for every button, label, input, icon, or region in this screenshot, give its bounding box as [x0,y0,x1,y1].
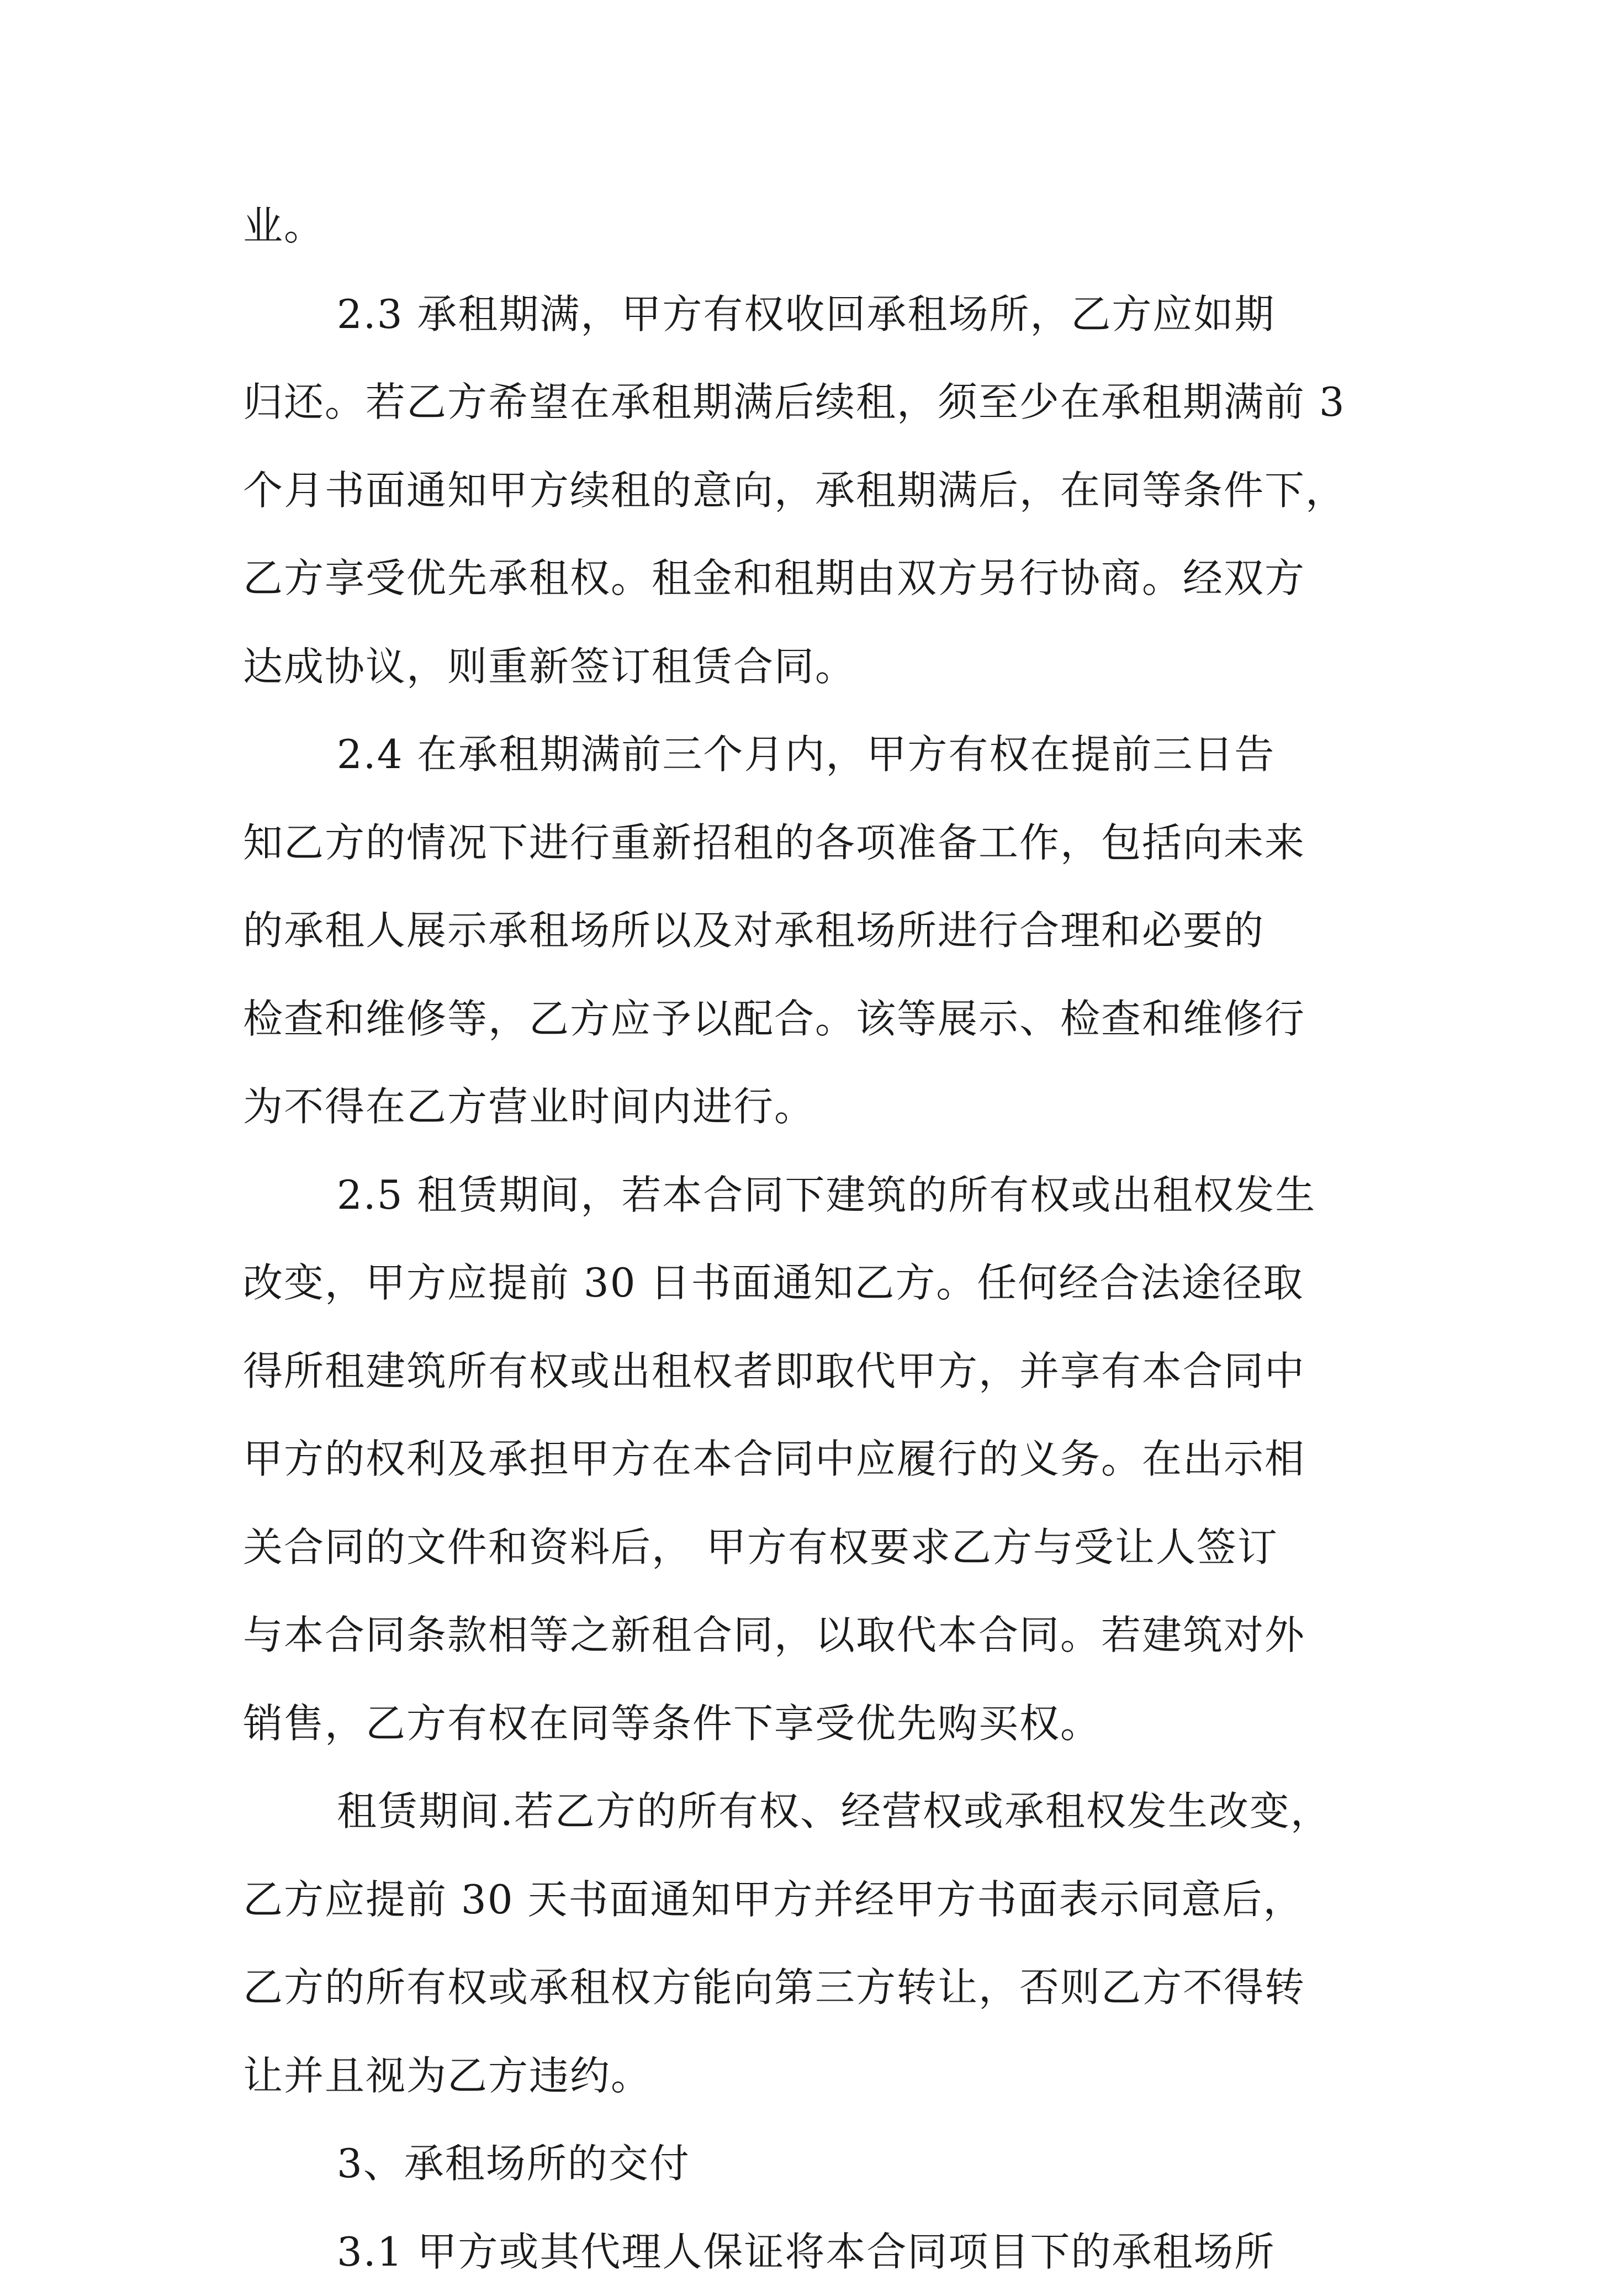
text-line: 销售，乙方有权在同等条件下享受优先购买权。 [243,1680,1358,1768]
clause-2-4-line: 2.4 在承租期满前三个月内，甲方有权在提前三日告 [243,711,1358,799]
text-line: 业。 [243,182,1358,271]
text-line: 知乙方的情况下进行重新招租的各项准备工作，包括向未来 [243,799,1358,887]
document-body [243,182,1358,2296]
text-line: 得所租建筑所有权或出租权者即取代甲方，并享有本合同中 [243,1327,1358,1416]
section-3-heading: 3、承租场所的交付 [243,2120,1358,2208]
text-line: 甲方的权利及承担甲方在本合同中应履行的义务。在出示相 [243,1415,1358,1504]
text-line: 个月书面通知甲方续租的意向，承租期满后，在同等条件下， [243,447,1358,535]
clause-2-3-line: 2.3 承租期满，甲方有权收回承租场所，乙方应如期 [243,271,1358,359]
text-line: 与本合同条款相等之新租合同，以取代本合同。若建筑对外 [243,1591,1358,1680]
text-line: 乙方应提前 30 天书面通知甲方并经甲方书面表示同意后， [243,1856,1358,1944]
paragraph-lease-change-line: 租赁期间.若乙方的所有权、经营权或承租权发生改变， [243,1768,1358,1856]
clause-2-5-line: 2.5 租赁期间，若本合同下建筑的所有权或出租权发生 [243,1151,1358,1240]
text-line: 为不得在乙方营业时间内进行。 [243,1063,1358,1151]
text-line: 的承租人展示承租场所以及对承租场所进行合理和必要的 [243,887,1358,975]
text-line: 乙方的所有权或承租权方能向第三方转让，否则乙方不得转 [243,1944,1358,2032]
text-line: 让并且视为乙方违约。 [243,2032,1358,2120]
text-line: 改变，甲方应提前 30 日书面通知乙方。任何经合法途径取 [243,1239,1358,1327]
text-line: 检查和维修等，乙方应予以配合。该等展示、检查和维修行 [243,975,1358,1064]
clause-3-1-line: 3.1 甲方或其代理人保证将本合同项目下的承租场所 [243,2208,1358,2296]
text-line: 关合同的文件和资料后， 甲方有权要求乙方与受让人签订 [243,1504,1358,1592]
text-line: 乙方享受优先承租权。租金和租期由双方另行协商。经双方 [243,535,1358,623]
text-line: 达成协议，则重新签订租赁合同。 [243,623,1358,711]
text-line: 归还。若乙方希望在承租期满后续租，须至少在承租期满前 3 [243,358,1358,447]
